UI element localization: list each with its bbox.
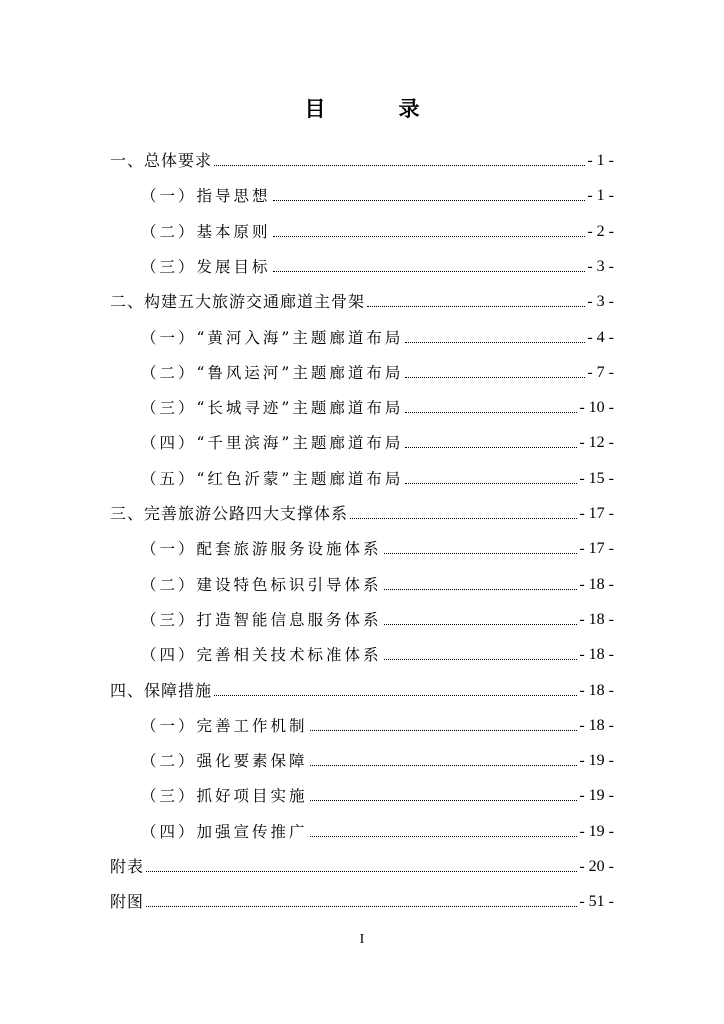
toc-subsection-entry[interactable] [141, 706, 614, 736]
toc-page-number: - 15 - [579, 469, 614, 487]
toc-entry-text: （四）“千里滨海”主题廊道布局 [141, 434, 404, 453]
toc-dot-leader [273, 271, 586, 272]
toc-entry-text: （三）打造智能信息服务体系 [141, 610, 382, 629]
toc-page-number: - 3 - [587, 293, 614, 311]
toc-subsection-entry[interactable] [141, 776, 614, 806]
toc-entry-text: 四、保障措施 [110, 680, 213, 700]
toc-entry-text: （一）指导思想 [141, 187, 271, 206]
toc-page-number: - 18 - [579, 610, 614, 628]
toc-entry-text: （三）“长城寻迹”主题廊道布局 [141, 399, 404, 418]
toc-entry-text: 三、完善旅游公路四大支撑体系 [110, 504, 349, 523]
toc-page-number: - 20 - [579, 858, 614, 875]
toc-entry-text: 附表 [110, 857, 145, 876]
toc-section-entry[interactable] [110, 141, 614, 171]
toc-dot-leader [273, 200, 586, 201]
toc-entry-text: （一）“黄河入海”主题廊道布局 [141, 328, 404, 347]
toc-page-number: - 17 - [579, 540, 614, 558]
toc-dot-leader [310, 800, 578, 801]
toc-page-number: - 2 - [587, 222, 614, 240]
toc-entry-text: （二）基本原则 [141, 222, 271, 241]
toc-entry-text: （四）完善相关技术标准体系 [141, 646, 382, 665]
toc-dot-leader [384, 659, 578, 660]
toc-page-number: - 4 - [587, 328, 614, 346]
toc-dot-leader [405, 412, 577, 413]
toc-dot-leader [214, 165, 585, 166]
toc-page-number: - 12 - [579, 434, 614, 452]
toc-page-number: - 51 - [579, 893, 614, 911]
toc-entry-text: （二）强化要素保障 [141, 752, 308, 771]
toc-section-entry[interactable] [110, 282, 614, 312]
toc-subsection-entry[interactable] [141, 176, 614, 206]
toc-dot-leader [146, 871, 577, 872]
toc-entry-text: 二、构建五大旅游交通廊道主骨架 [110, 292, 366, 312]
toc-entry-text: （五）“红色沂蒙”主题廊道布局 [141, 469, 404, 488]
toc-page-number: - 1 - [587, 187, 614, 205]
toc-dot-leader [384, 624, 578, 625]
toc-subsection-entry[interactable] [141, 741, 614, 771]
toc-title: 目 录 [304, 97, 446, 121]
toc-page-number: - 18 - [579, 681, 614, 699]
toc-section-entry[interactable] [110, 671, 614, 701]
toc-subsection-entry[interactable] [141, 388, 614, 418]
toc-page-number: - 19 - [579, 787, 614, 805]
toc-entry-text: （一）配套旅游服务设施体系 [141, 540, 382, 559]
toc-page-number: - 10 - [579, 399, 614, 417]
toc-subsection-entry[interactable] [141, 600, 614, 630]
toc-subsection-entry[interactable] [141, 812, 614, 842]
toc-subsection-entry[interactable] [141, 529, 614, 559]
toc-section-entry[interactable] [110, 494, 614, 524]
toc-dot-leader [384, 589, 578, 590]
toc-dot-leader [405, 447, 577, 448]
toc-entry-text: （三）抓好项目实施 [141, 787, 308, 806]
toc-subsection-entry[interactable] [141, 459, 614, 489]
toc-dot-leader [384, 553, 578, 554]
toc-dot-leader [310, 836, 578, 837]
toc-entry-text: （二）“鲁风运河”主题廊道布局 [141, 363, 404, 382]
toc-page-number: - 17 - [579, 505, 614, 522]
toc-entry-text: （一）完善工作机制 [141, 716, 308, 735]
toc-subsection-entry[interactable] [141, 212, 614, 242]
toc-page-number: - 18 - [579, 575, 614, 593]
toc-section-entry[interactable] [110, 882, 614, 912]
toc-dot-leader [146, 906, 577, 907]
page-number: I [359, 932, 365, 947]
toc-page-number: - 7 - [587, 363, 614, 381]
toc-dot-leader [350, 518, 577, 519]
toc-page-number: - 3 - [587, 257, 614, 275]
toc-entry-text: （二）建设特色标识引导体系 [141, 575, 382, 594]
toc-subsection-entry[interactable] [141, 318, 614, 348]
toc-page-number: - 1 - [587, 152, 614, 169]
toc-subsection-entry[interactable] [141, 565, 614, 595]
toc-entry-text: （四）加强宣传推广 [141, 822, 308, 841]
toc-entry-text: （三）发展目标 [141, 257, 271, 276]
toc-page-number: - 18 - [579, 646, 614, 664]
toc-page-number: - 19 - [579, 752, 614, 770]
toc-dot-leader [367, 306, 585, 307]
toc-subsection-entry[interactable] [141, 247, 614, 277]
toc-entry-text: 一、总体要求 [110, 151, 213, 170]
toc-subsection-entry[interactable] [141, 423, 614, 453]
toc-subsection-entry[interactable] [141, 635, 614, 665]
toc-dot-leader [214, 695, 577, 696]
toc-section-entry[interactable] [110, 847, 614, 877]
toc-dot-leader [273, 236, 586, 237]
toc-page-number: - 19 - [579, 822, 614, 840]
toc-dot-leader [310, 765, 578, 766]
toc-dot-leader [405, 377, 585, 378]
toc-dot-leader [405, 483, 577, 484]
toc-dot-leader [310, 730, 578, 731]
toc-dot-leader [405, 342, 585, 343]
toc-entry-text: 附图 [110, 892, 145, 912]
toc-subsection-entry[interactable] [141, 353, 614, 383]
toc-page-number: - 18 - [579, 716, 614, 734]
